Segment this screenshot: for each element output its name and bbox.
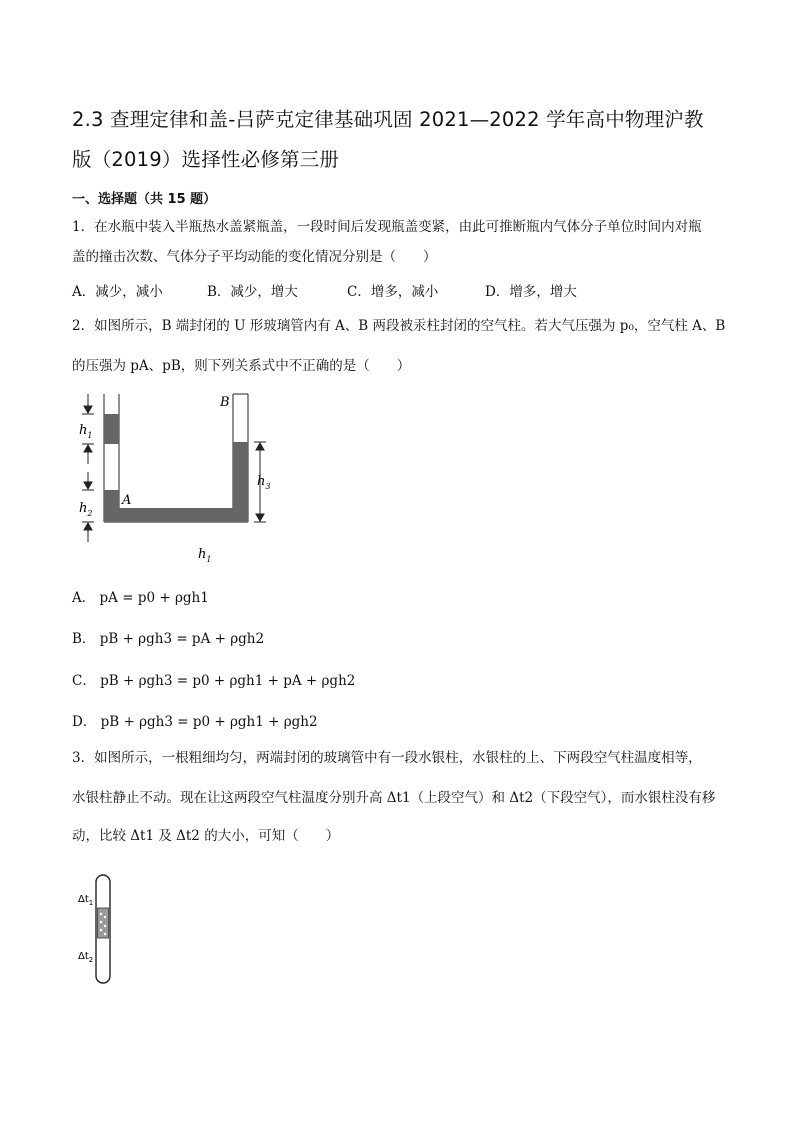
label-h3: $h_3$ bbox=[257, 474, 271, 491]
mercury-bottom bbox=[104, 508, 248, 522]
q3-line-3: 动，比较 Δt1 及 Δt2 的大小，可知（ ） bbox=[72, 828, 340, 844]
q1-option-a: A．减少，减小 bbox=[72, 284, 163, 300]
q1-option-b: B．减少，增大 bbox=[207, 284, 298, 300]
q2-option-a: A． pA = p0 + ρgh1 bbox=[72, 590, 209, 606]
q2-line-1: 2．如图所示，B 端封闭的 U 形玻璃管内有 A、B 两段被汞柱封闭的空气柱。若大气压强为 p₀，空气柱 A、B bbox=[72, 318, 726, 334]
label-delta-t2: $\Delta t_2$ bbox=[78, 951, 94, 964]
u-tube-figure bbox=[74, 392, 274, 570]
q1-line-1: 1．在水瓶中装入半瓶热水盖紧瓶盖，一段时间后发现瓶盖变紧，由此可推断瓶内气体分子单位时间内对瓶 bbox=[72, 219, 702, 235]
mercury-column bbox=[98, 908, 109, 938]
q3-line-2: 水银柱静止不动。现在让这两段空气柱温度分别升高 Δt1（上段空气）和 Δt2（下段空气），而水银柱没有移 bbox=[72, 790, 716, 806]
q2-option-c: C． pB + ρgh3 = p0 + ρgh1 + pA + ρgh2 bbox=[72, 673, 356, 689]
label-A: A bbox=[122, 493, 132, 508]
title-line-2: 版（2019）选择性必修第三册 bbox=[72, 148, 340, 171]
q2-option-d: D． pB + ρgh3 = p0 + ρgh1 + ρgh2 bbox=[72, 714, 318, 730]
q1-line-2: 盖的撞击次数、气体分子平均动能的变化情况分别是（ ） bbox=[72, 249, 437, 265]
document-page bbox=[72, 100, 732, 964]
section-heading: 一、选择题（共 15 题） bbox=[72, 192, 217, 207]
glass-tube-figure bbox=[74, 872, 144, 987]
q2-option-b: B． pB + ρgh3 = pA + ρgh2 bbox=[72, 631, 265, 647]
title-line-1: 2.3 查理定律和盖-吕萨克定律基础巩固 2021—2022 学年高中物理沪教 bbox=[72, 108, 704, 131]
q3-line-1: 3．如图所示，一根粗细均匀，两端封闭的玻璃管中有一段水银柱，水银柱的上、下两段空气柱温度相等， bbox=[72, 750, 702, 766]
label-delta-t1: $\Delta t_1$ bbox=[78, 894, 94, 907]
document-title bbox=[72, 100, 732, 180]
label-B: B bbox=[220, 395, 230, 410]
mercury-h1 bbox=[104, 414, 119, 444]
label-h1: $h_1$ bbox=[79, 423, 93, 440]
label-bottom-h1: $h_1$ bbox=[198, 547, 212, 564]
label-h2: $h_2$ bbox=[79, 501, 93, 518]
q1-option-c: C．增多，减小 bbox=[347, 284, 439, 300]
q1-option-d: D．增多，增大 bbox=[485, 284, 577, 300]
mercury-h3 bbox=[233, 442, 248, 522]
q2-line-2: 的压强为 pA、pB，则下列关系式中不正确的是（ ） bbox=[72, 358, 411, 374]
